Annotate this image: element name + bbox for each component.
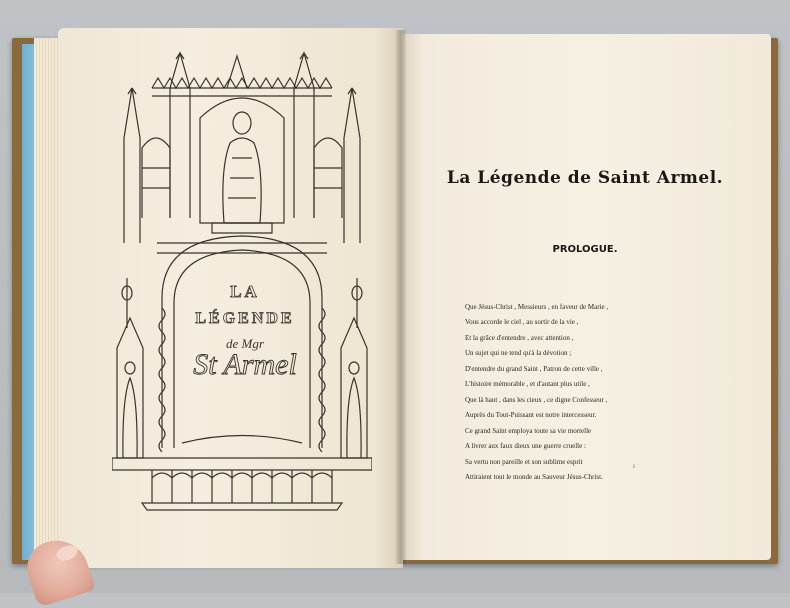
poem-line: Et la grâce d'entendre , avec attention , bbox=[465, 333, 574, 342]
poem-line: Attiraient tout le monde au Sauveur Jésus-Christ. bbox=[465, 472, 603, 481]
poem-line: A livrer aux faux dieux une guerre cruelle : bbox=[465, 442, 586, 451]
poem-line: L'histoire mémorable , et d'autant plus utile , bbox=[465, 380, 590, 389]
plate-line-la: LA bbox=[230, 282, 260, 301]
frontispiece-title bbox=[175, 282, 315, 382]
poem-line: Ce grand Saint employa toute sa vie mortelle bbox=[465, 426, 592, 435]
plate-line-de-mgr: de Mgr bbox=[226, 336, 264, 351]
book-gutter bbox=[396, 30, 406, 564]
ink-mark: ı bbox=[633, 462, 635, 470]
poem-line: Vous accorde le ciel , au sortir de la vie , bbox=[465, 318, 579, 327]
poem-line: Que Jésus-Christ , Messieurs , en faveur de Marie , bbox=[465, 303, 609, 311]
page-title: La Légende de Saint Armel. bbox=[446, 168, 724, 188]
poem-line: Un sujet qui ne tend qu'à la dévotion ; bbox=[465, 349, 572, 358]
poem-line: Sa vertu non pareille et son sublime esprit bbox=[465, 457, 583, 466]
poem-line: D'entendre du grand Saint , Patron de cette ville , bbox=[465, 364, 603, 373]
prologue-heading: PROLOGUE. bbox=[552, 244, 618, 255]
plate-line-st-armel: St Armel bbox=[193, 348, 297, 381]
prologue-poem bbox=[465, 300, 765, 485]
poem-line: Que là haut , dans les cieux , ce digne Confesseur , bbox=[465, 395, 608, 404]
plate-line-legende: LÉGENDE bbox=[195, 310, 295, 327]
poem-line: Auprès du Tout-Puissant est notre intercesseur. bbox=[465, 411, 597, 420]
